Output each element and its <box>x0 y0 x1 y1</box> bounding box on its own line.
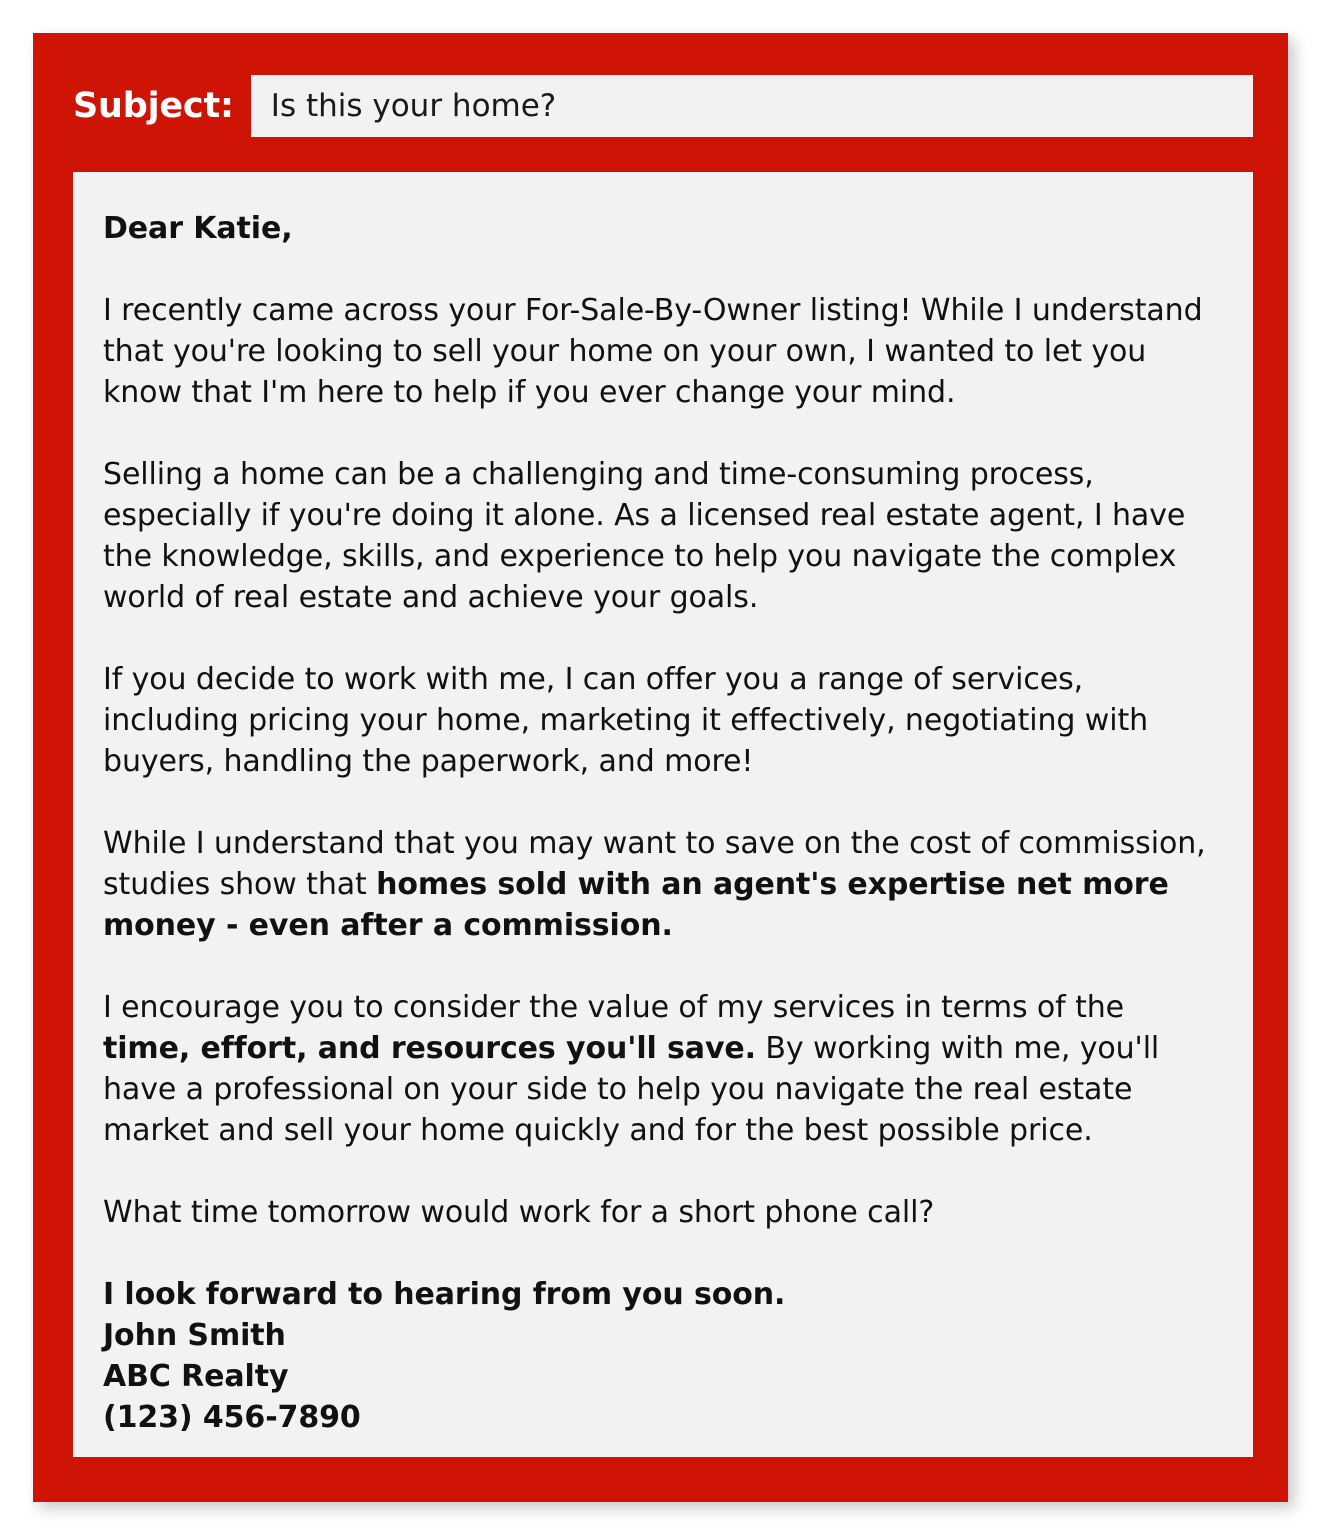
letter-content <box>103 208 1219 1438</box>
letter-paragraph-5-tail: By working with me, you'll have a professional on your side to help you navigate the real estate market and sell your home quickly and for the best possible price. <box>103 1031 1160 1148</box>
letter-paragraph-4-emphasis: homes sold with an agent's expertise net more money - even after a commission. <box>103 867 1169 943</box>
letter-closing: I look forward to hearing from you soon. <box>103 1277 786 1312</box>
letter-paragraph-4 <box>103 823 1219 946</box>
sender-name: John Smith <box>103 1318 286 1353</box>
email-card <box>33 33 1288 1502</box>
email-body-panel <box>73 172 1253 1457</box>
letter-paragraph-1: I recently came across your For-Sale-By-Owner listing! While I understand that you're looking to sell your home on your own, I wanted to let you know that I'm here to help if you ever change your mind. <box>103 293 1203 410</box>
subject-label: Subject: <box>73 86 234 126</box>
letter-paragraph-4-lead: While I understand that you may want to save on the cost of commission, studies show that <box>103 826 1206 902</box>
letter-salutation: Dear Katie, <box>103 211 293 246</box>
letter-paragraph-5 <box>103 987 1219 1151</box>
letter-paragraph-3: If you decide to work with me, I can offer you a range of services, including pricing your home, marketing it effectively, negotiating with buyers, handling the paperwork, and more! <box>103 662 1149 779</box>
letter-paragraph-2: Selling a home can be a challenging and time-consuming process, especially if you're doing it alone. As a licensed real estate agent, I have the knowledge, skills, and experience to help you navigate the complex world of real estate and achieve your goals. <box>103 457 1186 615</box>
subject-input[interactable] <box>251 75 1253 137</box>
subject-row <box>73 75 1253 137</box>
letter-signature-block <box>103 1274 1219 1438</box>
letter-paragraph-5-lead: I encourage you to consider the value of my services in terms of the <box>103 990 1125 1025</box>
letter-paragraph-6: What time tomorrow would work for a short phone call? <box>103 1195 935 1230</box>
sender-company: ABC Realty <box>103 1359 289 1394</box>
sender-phone: (123) 456-7890 <box>103 1400 361 1435</box>
letter-paragraph-5-emphasis: time, effort, and resources you'll save. <box>103 1031 756 1066</box>
